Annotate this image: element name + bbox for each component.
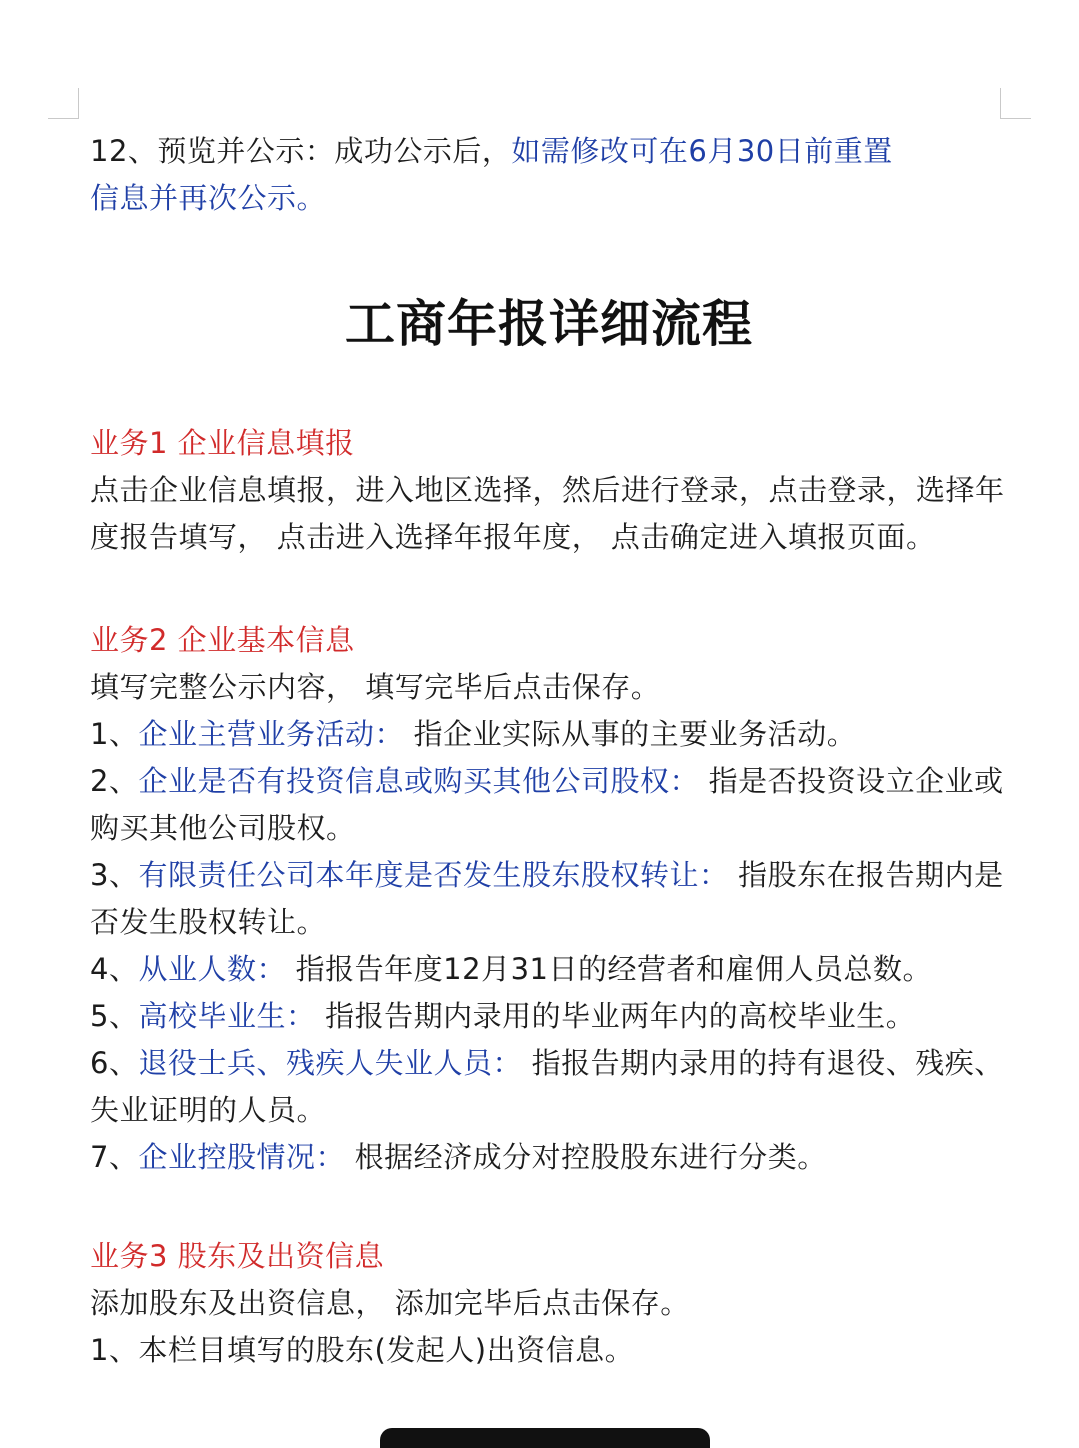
list-item-description: 指报告年度12月31日的经营者和雇佣人员总数。 (285, 952, 932, 986)
section-2-list (90, 711, 1020, 1181)
section-2-heading: 业务2 企业基本信息 (90, 623, 355, 657)
list-item-term: 高校毕业生： (138, 999, 316, 1033)
list-item-number: 4、 (90, 952, 139, 986)
section-3 (90, 1233, 1020, 1374)
list-item-number: 5、 (90, 999, 139, 1033)
list-item-number: 7、 (90, 1140, 139, 1174)
section-2-intro: 填写完整公示内容， 填写完毕后点击保存。 (90, 670, 661, 704)
list-item-description: 根据经济成分对控股股东进行分类。 (344, 1140, 827, 1174)
list-item-number: 3、 (90, 858, 139, 892)
list-item-description: 指企业实际从事的主要业务活动。 (403, 717, 857, 751)
list-item-number: 6、 (90, 1046, 139, 1080)
intro-line2: 信息并再次公示。 (90, 181, 327, 215)
list-item (90, 758, 1020, 852)
list-item-term: 从业人数： (138, 952, 286, 986)
list-item-description: 指是否投资设立企业或购买其他公司股权。 (90, 764, 1004, 845)
intro-highlight: 如需修改可在6月30日前重置 (511, 134, 893, 168)
list-item-description: 指报告期内录用的持有退役、残疾、失业证明的人员。 (90, 1046, 1004, 1127)
list-item (90, 946, 1020, 993)
section-3-body: 添加股东及出资信息， 添加完毕后点击保存。1、本栏目填写的股东(发起人)出资信息。 (90, 1286, 690, 1367)
list-item-number: 2、 (90, 764, 139, 798)
list-item-number: 1、 (90, 717, 139, 751)
list-item (90, 852, 1020, 946)
section-1-heading: 业务1 企业信息填报 (90, 426, 355, 460)
list-item (90, 1040, 1020, 1134)
bottom-banner-fragment (380, 1428, 710, 1448)
list-item-description: 指报告期内录用的毕业两年内的高校毕业生。 (315, 999, 916, 1033)
intro-prefix: 12、预览并公示：成功公示后， (90, 134, 512, 168)
list-item (90, 993, 1020, 1040)
section-1-body: 点击企业信息填报，进入地区选择，然后进行登录，点击登录，选择年度报告填写， 点击进入选择年报年度， 点击确定进入填报页面。 (90, 473, 1005, 554)
list-item-term: 有限责任公司本年度是否发生股东股权转让： (138, 858, 729, 892)
intro-paragraph (90, 128, 1020, 222)
section-2 (90, 617, 1020, 1181)
list-item-term: 企业主营业务活动： (138, 717, 404, 751)
list-item (90, 1134, 1020, 1181)
list-item-term: 企业控股情况： (138, 1140, 345, 1174)
list-item-term: 退役士兵、残疾人失业人员： (138, 1046, 522, 1080)
list-item-term: 企业是否有投资信息或购买其他公司股权： (138, 764, 699, 798)
crop-mark-left (48, 88, 79, 119)
section-3-heading: 业务3 股东及出资信息 (90, 1239, 385, 1273)
list-item-description: 指股东在报告期内是否发生股权转让。 (90, 858, 1004, 939)
document-content (90, 128, 1020, 1374)
list-item (90, 711, 1020, 758)
crop-mark-right (1000, 88, 1031, 119)
section-1 (90, 420, 1020, 561)
page-title: 工商年报详细流程 (345, 295, 753, 353)
